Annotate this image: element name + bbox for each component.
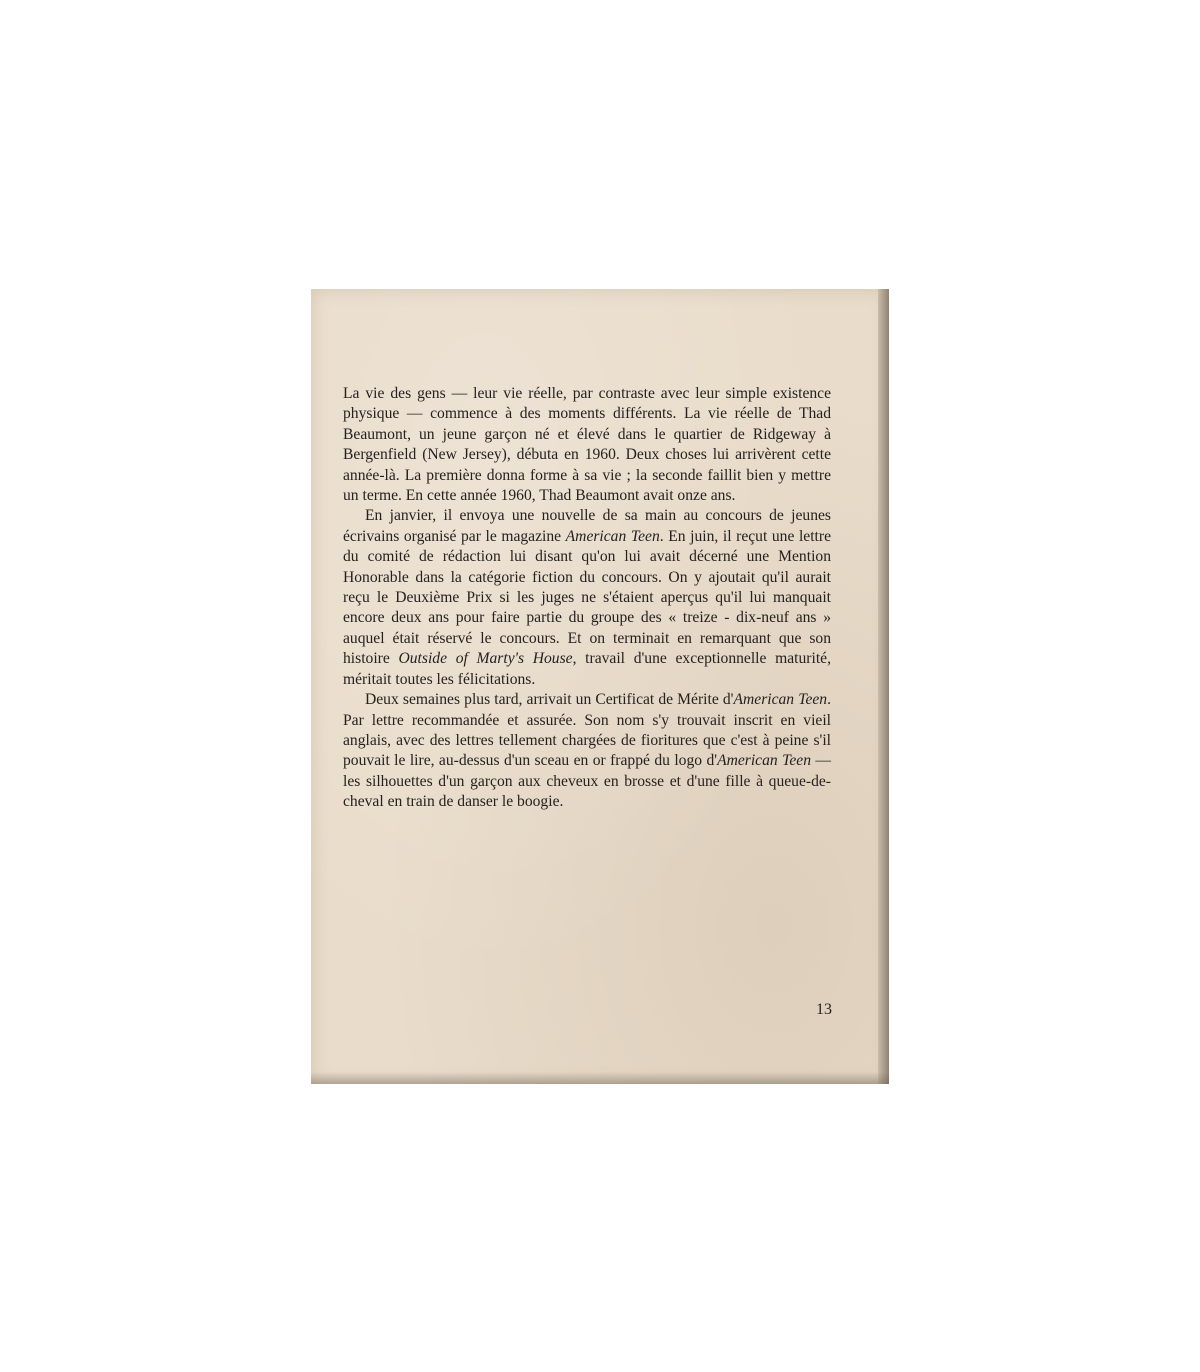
- text-run: . En juin, il reçut une lettre du comité de rédaction lui disant qu'on lui avait décerné une Mention Honorable dans la catégorie fiction du concours. On y ajoutait qu'il aurait reçu le Deuxième Prix si les juges ne s'étaient aperçus qu'il lui manquait encore deux ans pour faire partie du groupe des « treize - dix-neuf ans » auquel était réservé le concours. Et on terminait en remarquant que son histoire: [343, 527, 831, 668]
- paragraph: [343, 506, 831, 690]
- italic-title: American Teen: [717, 752, 811, 770]
- paragraph: [343, 384, 831, 506]
- text-run: — les silhouettes d'un garçon aux cheveux en brosse et d'une fille à queue-de-cheval en train de danser le boogie.: [343, 752, 831, 811]
- text-run: La vie des gens — leur vie réelle, par contraste avec leur simple existence physique — commence à des moments différents. La vie réelle de Thad Beaumont, un jeune garçon né et élevé dans le quartier de Ridgeway à Bergenfield (New Jersey), débuta en 1960. Deux choses lui arrivèrent cette année-là. La première donna forme à sa vie ; la seconde faillit bien y mettre un terme. En cette année 1960, Thad Beaumont avait onze ans.: [343, 385, 831, 505]
- paragraph: [343, 690, 831, 812]
- text-run: En janvier, il envoya une nouvelle de sa main au concours de jeunes écrivains organisé par le magazine: [343, 507, 831, 545]
- book-page: [311, 289, 889, 1084]
- page-number: 13: [816, 1001, 832, 1018]
- italic-title: Outside of Marty's House: [398, 650, 573, 668]
- text-run: , travail d'une exceptionnelle maturité, méritait toutes les félicitations.: [343, 650, 831, 688]
- body-text: [343, 384, 831, 813]
- page-shadow: [311, 1072, 889, 1084]
- page-edge: [878, 289, 889, 1084]
- italic-title: American Teen: [565, 527, 660, 545]
- italic-title: American Teen: [733, 691, 828, 709]
- text-run: . Par lettre recommandée et assurée. Son nom s'y trouvait inscrit en vieil anglais, avec des lettres tellement chargées de fioritures que c'est à peine s'il pouvait le lire, au-dessus d'un sceau en or frappé du logo d': [343, 691, 832, 770]
- text-run: Deux semaines plus tard, arrivait un Certificat de Mérite d': [365, 691, 734, 709]
